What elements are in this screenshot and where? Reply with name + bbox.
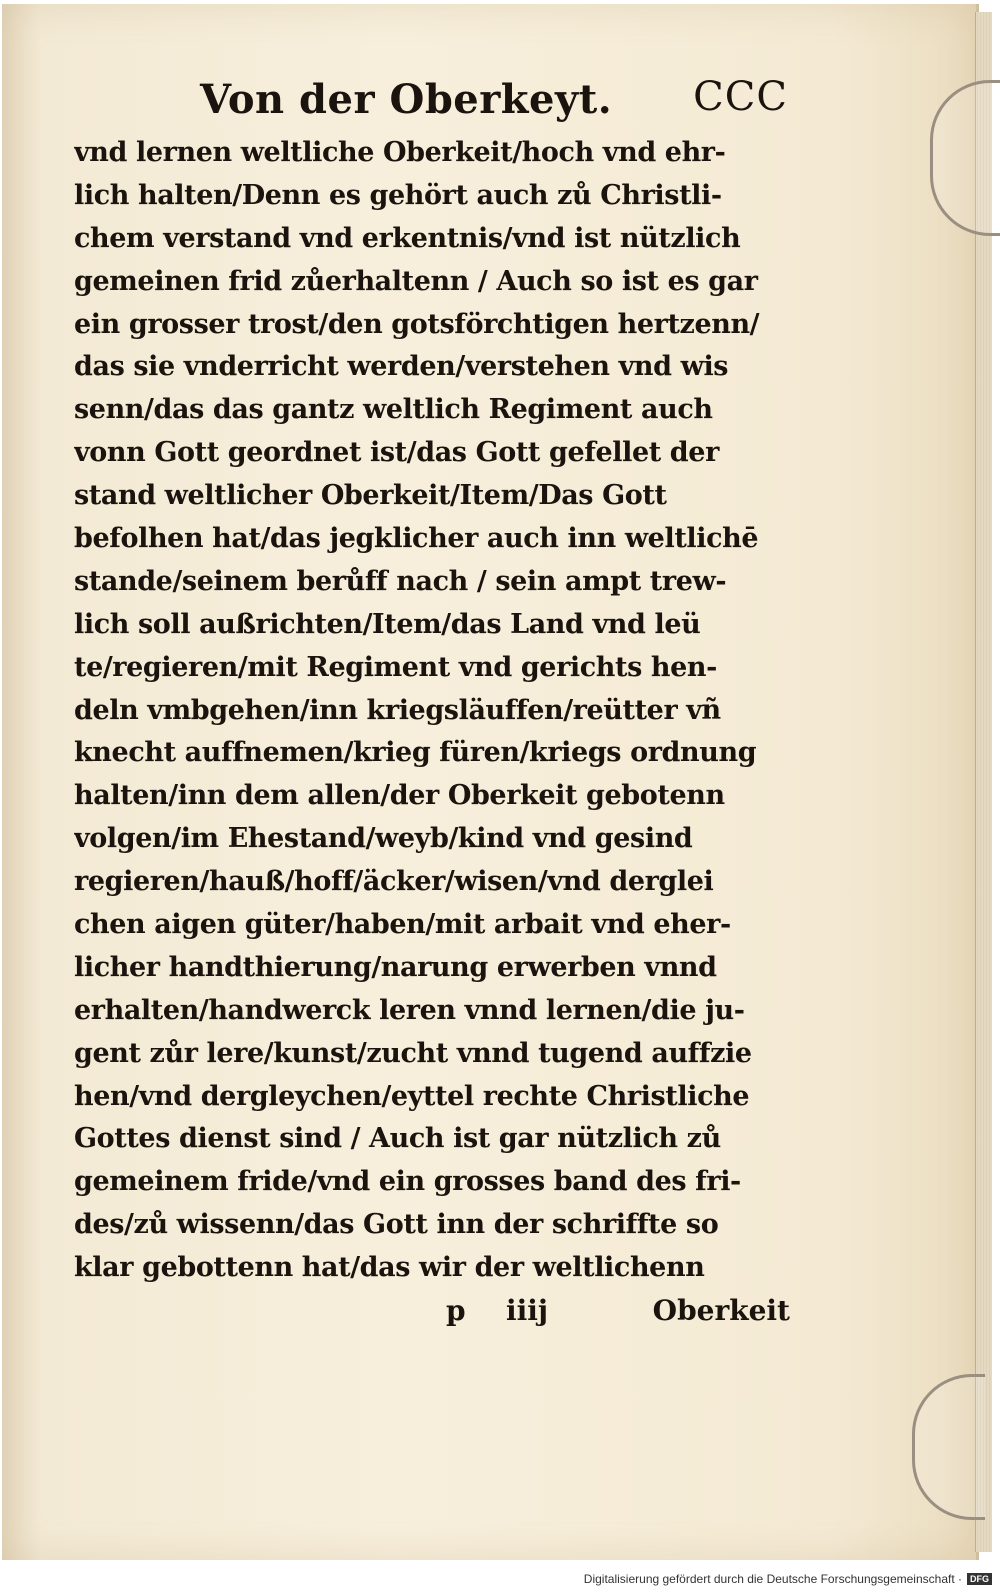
text-line: befolhen hat/das jegklicher auch inn weltlichē (74, 523, 759, 555)
text-line: lich halten/Denn es gehört auch zů Christli- (74, 179, 722, 211)
text-line: stande/seinem berůff nach / sein ampt trew- (74, 565, 727, 597)
text-line: erhalten/handwerck leren vnnd lernen/die ju- (74, 994, 745, 1026)
text-line: vnd lernen weltliche Oberkeit/hoch vnd ehr- (74, 137, 726, 168)
signature-mark-letter: p (446, 1294, 466, 1328)
book-page (2, 4, 979, 1560)
signature-mark-number: iiij (506, 1294, 549, 1328)
body-text (74, 132, 794, 1290)
text-block (74, 68, 794, 1336)
text-line: hen/vnd dergleychen/eyttel rechte Christliche (74, 1080, 750, 1112)
dfg-logo: DFG (967, 1573, 992, 1585)
text-line: gent zůr lere/kunst/zucht vnnd tugend auffzie (74, 1037, 752, 1069)
text-line: deln vmbgehen/inn kriegsläuffen/reütter vñ (74, 694, 721, 726)
text-line: senn/das das gantz weltlich Regiment auch (74, 394, 713, 426)
text-line: chen aigen güter/haben/mit arbait vnd eher- (74, 909, 731, 941)
digitization-credit (584, 1572, 992, 1586)
text-line: gemeinem fride/vnd ein grosses band des fri- (74, 1166, 741, 1198)
text-line: stand weltlicher Oberkeit/Item/Das Gott (74, 480, 667, 512)
text-line: das sie vnderricht werden/verstehen vnd wis (74, 351, 729, 383)
credit-text: Digitalisierung gefördert durch die Deutsche Forschungsgemeinschaft · (583, 1572, 962, 1586)
text-line: volgen/im Ehestand/weyb/kind vnd gesind (74, 823, 693, 855)
page-footer (74, 1290, 794, 1336)
text-line: gemeinen frid zůerhaltenn / Auch so ist es gar (74, 265, 758, 297)
text-line: te/regieren/mit Regiment vnd gerichts hen- (74, 651, 717, 683)
catchword: Oberkeit (652, 1294, 790, 1328)
text-line: ein grosser trost/den gotsförchtigen hertzenn/ (74, 308, 760, 340)
running-header (74, 68, 794, 132)
text-line: klar gebottenn hat/das wir der weltlichenn (74, 1252, 705, 1284)
text-line: halten/inn dem allen/der Oberkeit gebotenn (74, 780, 725, 812)
text-line: chem verstand vnd erkentnis/vnd ist nützlich (74, 222, 741, 254)
running-title: Von der Oberkeyt. (200, 76, 613, 123)
folio-number: CCC (693, 74, 788, 120)
text-line: regieren/hauß/hoff/äcker/wisen/vnd derglei (74, 866, 714, 898)
text-line: des/zů wissenn/das Gott inn der schriffte so (74, 1209, 719, 1241)
text-line: Gottes dienst sind / Auch ist gar nützlich zů (74, 1123, 721, 1155)
text-line: knecht auffnemen/krieg füren/kriegs ordnung (74, 737, 757, 769)
text-line: licher handthierung/narung erwerben vnnd (74, 951, 717, 983)
text-line: vonn Gott geordnet ist/das Gott gefellet der (74, 437, 719, 469)
page-edge (975, 12, 992, 1552)
text-line: lich soll außrichten/Item/das Land vnd leü (74, 608, 701, 640)
